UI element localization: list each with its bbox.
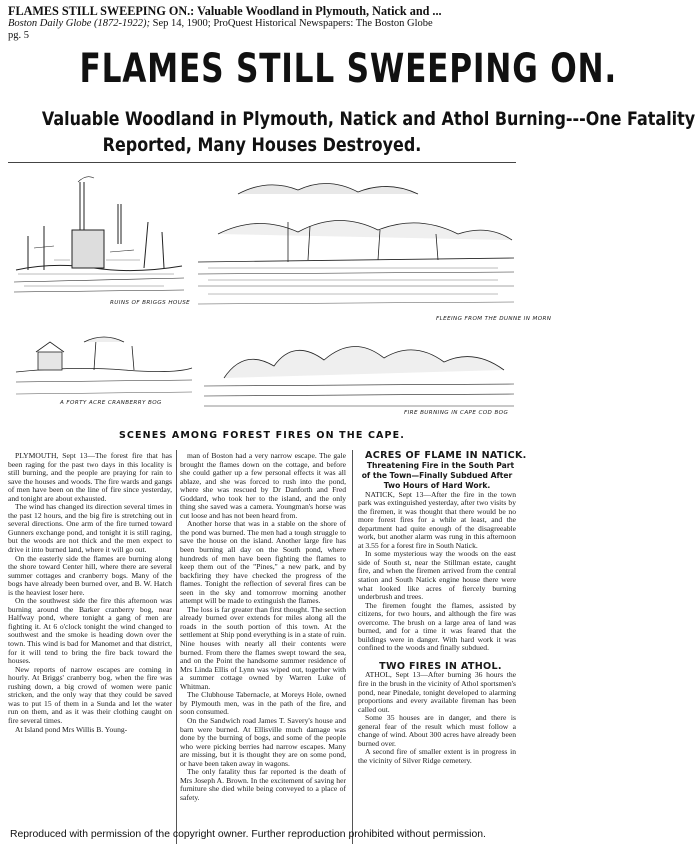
sketch-caption-4: FIRE BURNING IN CAPE COD BOG — [404, 410, 509, 416]
article-column-2 — [180, 452, 346, 844]
paragraph: In some mysterious way the woods on the east side of South st, near the Stillman estate, caught fire, and when the firemen arrived from the central station and South Natick engine house there were what looked like acres of fiercely burning underbrush and trees. — [358, 549, 516, 602]
sketch-fire-burning — [204, 328, 514, 418]
subhead-line-1: Valuable Woodland in Plymouth, Natick and Athol Burning---One Fatality — [41, 108, 695, 130]
paragraph: PLYMOUTH, Sept 13—The forest fire that has been raging for the past two days in this locality is still burning, and the people are praying for rain to save the houses and woods. The fire wards and gangs of men have been on the line of fire since yesterday, and tonight are about exhausted. — [8, 451, 172, 503]
sketch-caption-2: FLEEING FROM THE DUNNE IN MORN — [436, 316, 552, 322]
fire-illustration — [204, 328, 514, 418]
paragraph: ATHOL, Sept 13—After burning 36 hours the fire in the brush in the vicinity of Athol sportsmen's pond, near Pinedale, tonight developed to alarming proportions and every available fireman has been called out. — [358, 670, 516, 714]
subhead-line-2: Reported, Many Houses Destroyed. — [102, 134, 422, 156]
paragraph: On the easterly side the flames are burning along the shore toward Center hill, where there are several summer cottages and cranberry bogs. Many of the bogs have already been burned over, and B. W. Hatch is the heaviest loser here. — [8, 553, 172, 597]
scenes-caption: SCENES AMONG FOREST FIRES ON THE CAPE. — [118, 430, 406, 441]
citation-header — [8, 4, 516, 42]
paragraph: A second fire of smaller extent is in progress in the vicinity of Silver Ridge cemetery. — [358, 747, 516, 765]
paragraph: On the southwest side the fire this afternoon was burning around the Barker cranberry bog, near Halfway pond, where tonight a gang of men are fighting it. At 6 o'clock tonight the wind changed to southwest and the smoke is heading down over the town. This wind is bad for Manomet and that district, for it will tend to bring the fire back toward the houses. — [8, 596, 172, 666]
paragraph: Another horse that was in a stable on the shore of the pond was burned. The men had a tough struggle to save the house on the island. Another large fire has been burning all day on the South pond, where hundreds of men have been fighting the flames to keep them out of the "Pines," a new park, and by backfiring they have checked the progress of the flames. Tonight the reflection of several fires can be seen in the sky and tomorrow morning another attempt will be made to extinguish the flames. — [180, 519, 346, 606]
citation-paper: Boston Daily Globe (1872-1922); — [8, 18, 151, 29]
paragraph: On the Sandwich road James T. Savery's house and barn were burned. At Ellisville much damage was done by the burning of bogs, and some of the people who were picking berries had narrow escapes. Many are missing, but it is thought they are on some pond, or have been taken away in wagons. — [180, 715, 346, 768]
copyright-notice: Reproduced with permission of the copyright owner. Further reproduction prohibited without permission. — [10, 829, 486, 840]
divider-rule — [8, 162, 516, 163]
paragraph: The firemen fought the flames, assisted by citizens, for two hours, and although the fire was overcome. The brush on a large area of land was burned, and for a time it was feared that the buildings were in danger. With hard work it was confined to the woods and finally subdued. — [358, 600, 516, 653]
sketch-cranberry-bog — [14, 322, 194, 412]
paragraph: The Clubhouse Tabernacle, at Moreys Hole, owned by Plymouth men, was in the path of the fire, and soon consumed. — [180, 690, 346, 717]
paragraph: Some 35 houses are in danger, and there is general fear of the result which must follow a change of wind. About 300 acres have already been burned over. — [358, 713, 516, 748]
paragraph: The only fatality thus far reported is the death of Mrs Joseph A. Brown. In the excitement of saving her furniture she died while being conveyed to a place of safety. — [180, 767, 346, 802]
paragraph: New reports of narrow escapes are coming in hourly. At Briggs' cranberry bog, when the fire was rushing down, a big crowd of women were panic stricken, and the only way that they could be saved was to put 15 of them in a Sunda and let the water run on them, and as it was their clothing caught on fire several times. — [8, 664, 172, 725]
bog-illustration — [14, 322, 194, 412]
column-rule-2 — [352, 450, 353, 844]
article-column-1 — [8, 452, 172, 844]
citation-page: pg. 5 — [8, 30, 29, 41]
newspaper-clipping — [0, 40, 695, 852]
paragraph: The wind has changed its direction several times in the past 12 hours, and the big fire is stretching out in several directions. One arm of the fire turned toward Gunners exchange pond, and tonight it is still raging, but the woods are not thick and the men expect to drive it into burned land, where it will go out. — [8, 502, 172, 555]
sketch-caption-1: RUINS OF BRIGGS HOUSE — [110, 300, 191, 306]
column-rule-1 — [176, 450, 177, 844]
section-title-athol: TWO FIRES IN ATHOL. — [379, 660, 502, 672]
section-title-natick: ACRES OF FLAME IN NATICK. — [365, 450, 527, 461]
sketch-caption-3: A FORTY ACRE CRANBERRY BOG — [60, 400, 162, 406]
article-headline: FLAMES STILL SWEEPING ON. — [79, 46, 618, 92]
citation-source — [8, 18, 516, 30]
section-subtitle-natick: Threatening Fire in the South Part of the Town—Finally Subdued After Two Hours of Hard Work. — [361, 460, 515, 490]
sketch-ruins — [14, 174, 184, 304]
paragraph: NATICK, Sept 13—After the fire in the town park was extinguished yesterday, after two visits by the firemen, it was thought that there would be no more forest fires for a while at least, and the department had quite enough of the disagreeable work, but another alarm was rung in this afternoon at 3.55 for a forest fire in South Natick. — [358, 489, 516, 550]
fleeing-illustration — [198, 174, 514, 324]
paragraph: The loss is far greater than first thought. The section already burned over extends for miles along all the roads in the south portion of this town. At the settlement at Ship pond everything is in a state of ruin. Nine houses with nearly all their contents were burned. From there the flames swept toward the sea, and on the Point the handsome summer residence of Mrs Linda Ellis of Lynn was wiped out, together with a summer cottage owned by Warren Luke of Whitman. — [180, 604, 346, 691]
paragraph: At Island pond Mrs Willis B. Young- — [15, 724, 128, 734]
article-column-3 — [358, 450, 527, 844]
paragraph: man of Boston had a very narrow escape. The gale brought the flames down on the cottage, and before she could gather up a few personal effects it was all ablaze, and she was forced to rush into the pond, where she was rescued by Dr Danforth and Fred Goddard, who took her to the island, and the only thing she saved was a camera. Youngman's horse was cut loose and has not been heard from. — [180, 451, 346, 520]
citation-title: FLAMES STILL SWEEPING ON.: Valuable Woodland in Plymouth, Natick and ... — [8, 4, 442, 18]
article-subhead — [0, 106, 695, 158]
sketch-fleeing — [198, 174, 514, 324]
ruins-illustration — [14, 174, 184, 304]
citation-details: Sep 14, 1900; ProQuest Historical Newspapers: The Boston Globe — [150, 18, 433, 29]
